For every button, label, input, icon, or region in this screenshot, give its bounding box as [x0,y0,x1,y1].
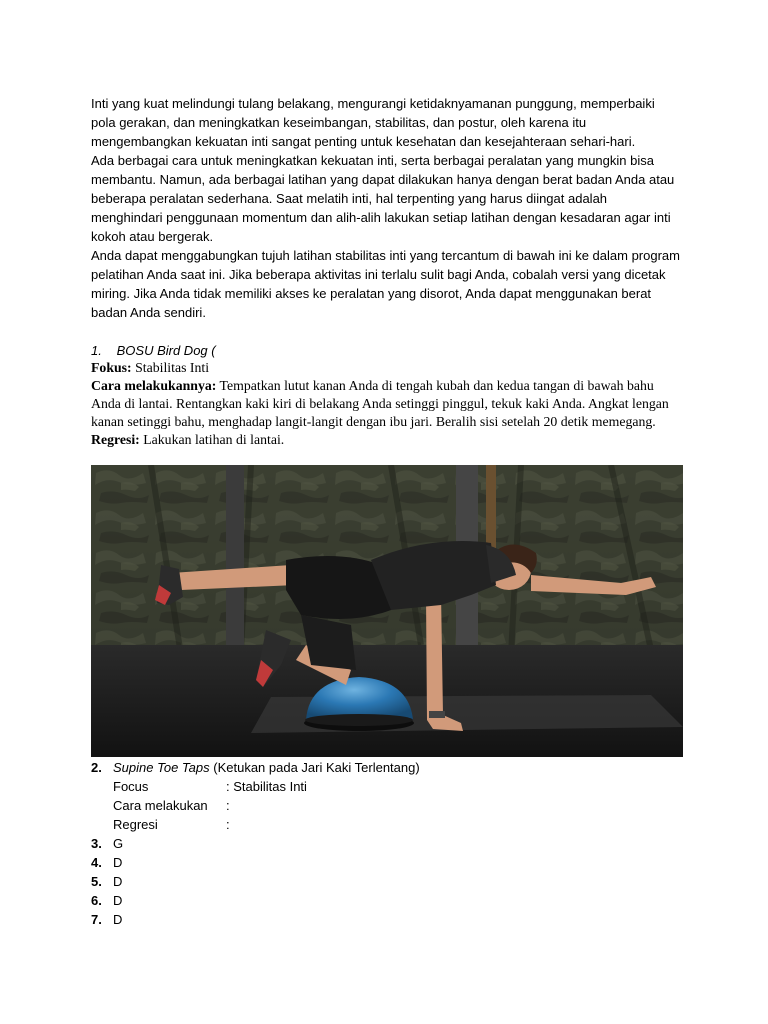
item-number: 7. [91,912,102,927]
list-item [91,872,420,891]
item-number: 5. [91,874,102,889]
regress-label: Regresi: [91,432,140,447]
field-label: Regresi [113,817,158,832]
intro-paragraph: Ada berbagai cara untuk meningkatkan kekuatan inti, serta berbagai peralatan yang mungkin bisa membantu. Namun, ada berbagai latihan yang dapat dilakukan hanya dengan berat badan Anda atau beberapa peralatan sederhana. Saat melatih inti, hal terpenting yang harus diingat adalah menghindari penggunaan momentum dan alih-alih lakukan setiap latihan dengan kesadaran agar inti kokoh atau bergerak. [91,153,675,244]
how-value: Tempatkan lutut kanan Anda di tengah kubah dan kedua tangan di bawah bahu Anda di lantai. Rentangkan kaki kiri di belakang Anda setinggi pinggul, tekuk kaki Anda. Angkat lengan kanan setinggi bahu, menghadap langit-langit dengan ibu jari. Beralih sisi setelah 20 detik memegang. [91,378,669,429]
intro-paragraph: Inti yang kuat melindungi tulang belakang, mengurangi ketidaknyamanan punggung, memperbaiki pola gerakan, dan meningkatkan keseimbangan, stabilitas, dan postur, oleh karena itu mengembangkan kekuatan inti sangat penting untuk kesehatan dan kesejahteraan sehari-hari. [91,96,655,149]
item-number: 3. [91,836,102,851]
field-label: Focus [113,779,149,794]
item-text: G [113,836,124,851]
intro-paragraph: Anda dapat menggabungkan tujuh latihan stabilitas inti yang tercantum di bawah ini ke dalam program pelatihan Anda saat ini. Jika beberapa aktivitas ini terlalu sulit bagi Anda, cobalah versi yang dicetak miring. Jika Anda tidak memiliki akses ke peralatan yang disorot, Anda dapat menggunakan berat badan Anda sendiri. [91,248,680,320]
field-row [91,796,420,815]
regress-line [91,431,681,449]
regress-value: Lakukan latihan di lantai. [143,432,285,447]
exercise-photo [91,465,683,757]
list-item [91,910,420,929]
list-item [91,853,420,872]
focus-line [91,359,681,377]
item-number: 4. [91,855,102,870]
item-number: 6. [91,893,102,908]
intro-text [91,94,681,322]
exercise-title: BOSU Bird Dog ( [116,343,216,358]
field-value: : Stabilitas Inti [226,779,307,794]
how-line [91,377,681,431]
field-value: : [226,798,230,813]
how-label: Cara melakukannya: [91,378,217,393]
list-item [91,891,420,910]
exercise-1-details [91,359,681,449]
exercise-2 [91,758,420,929]
exercise-1-heading [91,341,681,360]
exercise-number: 2. [91,760,102,775]
field-value: : [226,817,230,832]
item-text: D [113,855,123,870]
list-item [91,834,420,853]
focus-label: Fokus: [91,360,132,375]
field-label: Cara melakukan [113,798,208,813]
focus-value: Stabilitas Inti [135,360,210,375]
item-text: D [113,874,123,889]
item-text: D [113,912,123,927]
field-row [91,815,420,834]
item-text: D [113,893,123,908]
exercise-title: Supine Toe Taps [113,760,210,775]
field-row [91,777,420,796]
exercise-title-suffix: (Ketukan pada Jari Kaki Terlentang) [213,760,420,775]
exercise-number: 1. [91,343,102,358]
exercise-2-heading [91,758,420,777]
